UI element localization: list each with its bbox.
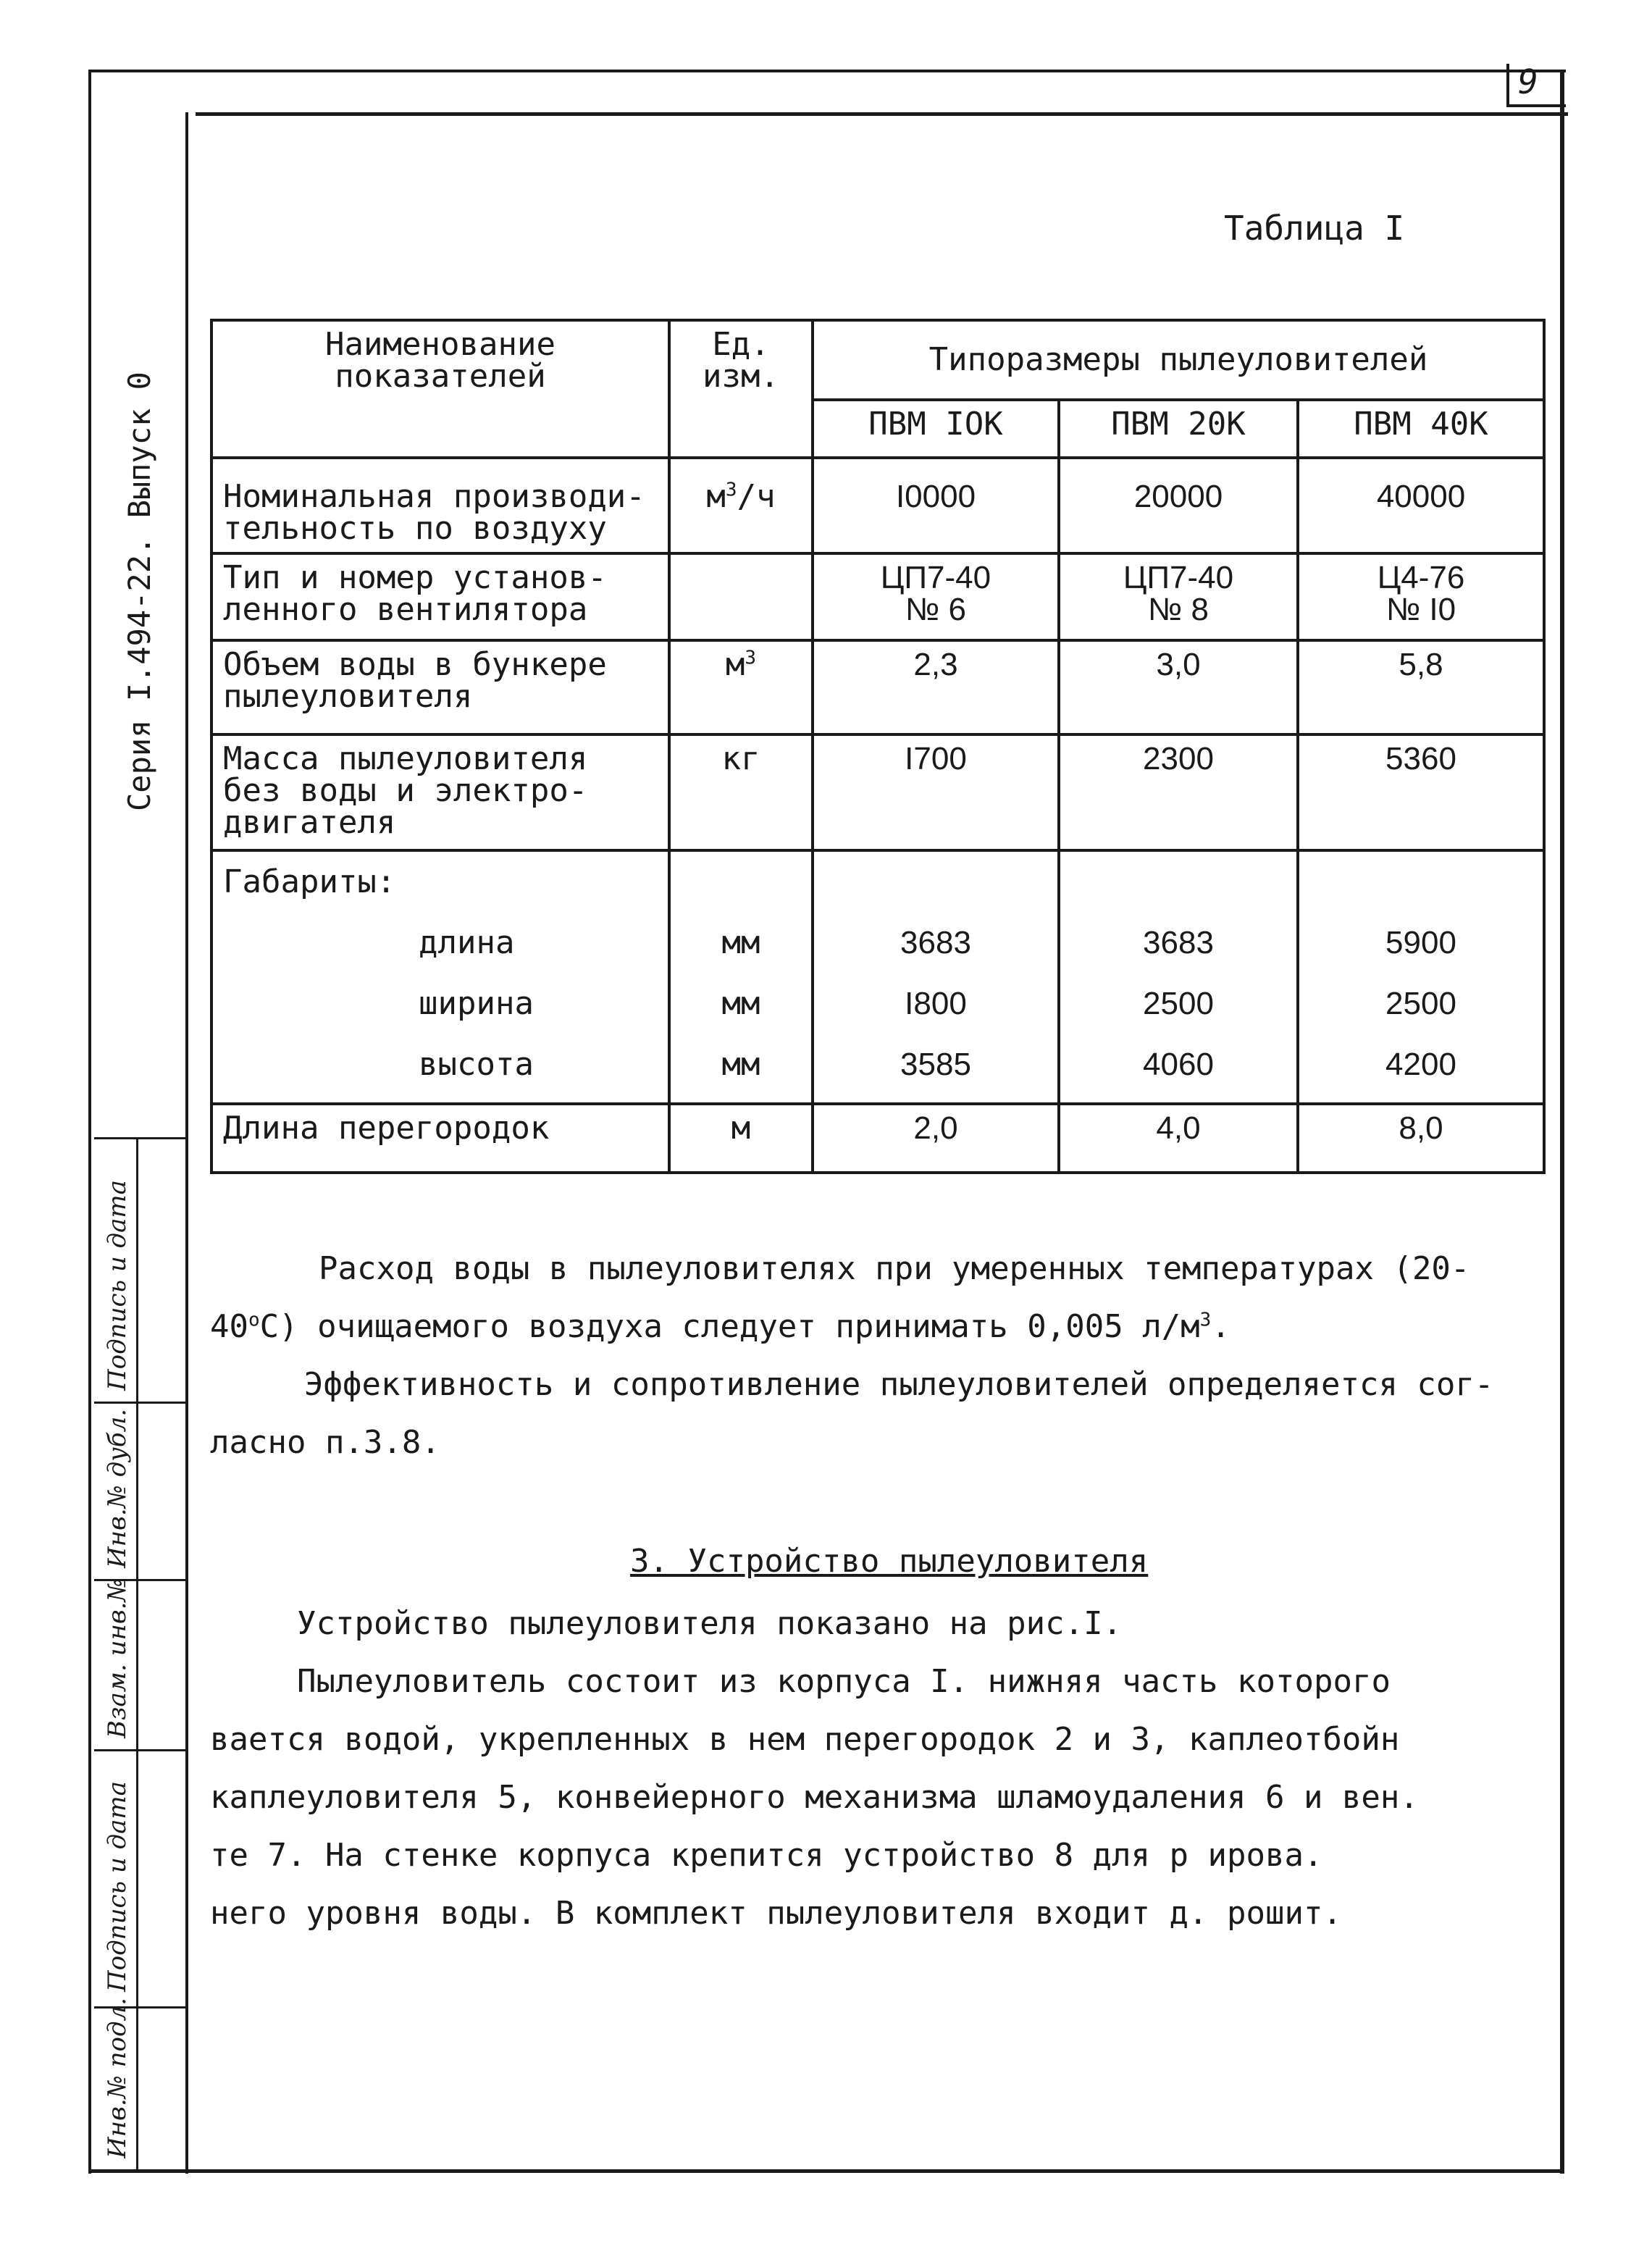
body-line: него уровня воды. В комплект пылеуловителя входит д. рошит. bbox=[210, 1895, 1342, 1932]
dims-value: 5900 bbox=[1385, 925, 1456, 960]
page-number: 9 bbox=[1518, 62, 1538, 101]
dims-unit: мм bbox=[721, 985, 760, 1022]
section-heading: 3. Устройство пылеуловителя bbox=[630, 1543, 1149, 1580]
body-line: каплеуловителя 5, конвейерного механизма шламоудаления 6 и вен. bbox=[210, 1779, 1419, 1816]
header-group-cell: Типоразмеры пылеуловителей bbox=[813, 320, 1544, 400]
side-cell-vertical-line bbox=[136, 1137, 138, 2173]
row-label: Длина перегородок bbox=[211, 1104, 669, 1173]
row-value: 2,3 bbox=[813, 640, 1059, 734]
row-label: Масса пылеуловителя без воды и электро- двигателя bbox=[211, 734, 669, 850]
row-value: I700 bbox=[813, 734, 1059, 850]
side-cell-divider bbox=[94, 1749, 188, 1751]
frame-inner-left-line bbox=[185, 112, 188, 2174]
frame-outer-left-line bbox=[88, 70, 91, 2174]
table-row bbox=[211, 734, 1544, 850]
row-unit: кг bbox=[669, 734, 813, 850]
row-value: 5360 bbox=[1298, 734, 1544, 850]
body-line: Пылеуловитель состоит из корпуса I. нижняя часть которого bbox=[297, 1663, 1391, 1700]
model-header-cell: ПВМ 20К bbox=[1059, 400, 1298, 458]
paragraph-line: Эффективность и сопротивление пылеуловителей определяется сог- bbox=[304, 1366, 1494, 1403]
model-header-cell: ПВМ 40К bbox=[1298, 400, 1544, 458]
frame-right-line bbox=[1560, 70, 1564, 2174]
table-row bbox=[211, 1104, 1544, 1173]
series-stamp: Серия I.494-22. Выпуск 0 bbox=[122, 372, 157, 811]
dims-value: 3683 bbox=[900, 925, 971, 960]
side-cell-label: Подпись и дата bbox=[103, 1180, 132, 1391]
dims-unit: мм bbox=[721, 1046, 760, 1083]
dims-value: 2500 bbox=[1143, 986, 1214, 1021]
paragraph-line: Расход воды в пылеуловителях при умеренных температурах (20- bbox=[319, 1250, 1470, 1287]
body-line: вается водой, укрепленных в нем перегородок 2 и 3, каплеотбойн bbox=[210, 1721, 1400, 1758]
header-name-cell: Наименование показателей bbox=[211, 320, 669, 458]
model-header-cell: ПВМ IOK bbox=[813, 400, 1059, 458]
dims-value: 2500 bbox=[1385, 986, 1456, 1021]
row-value bbox=[1298, 850, 1544, 1104]
row-value: 2300 bbox=[1059, 734, 1298, 850]
row-unit bbox=[669, 553, 813, 640]
row-value: ЦП7-40 № 8 bbox=[1059, 553, 1298, 640]
side-cell-divider bbox=[94, 1137, 188, 1139]
row-unit: $м^3$ bbox=[669, 640, 813, 734]
row-value: Ц4-76 № I0 bbox=[1298, 553, 1544, 640]
table-row bbox=[211, 640, 1544, 734]
dims-value: 4060 bbox=[1143, 1047, 1214, 1082]
row-label: Тип и номер установ- ленного вентилятора bbox=[211, 553, 669, 640]
body-line: те 7. На стенке корпуса крепится устройство 8 для р ирова. bbox=[210, 1837, 1323, 1874]
header-unit-cell: Ед. изм. bbox=[669, 320, 813, 458]
side-cell-label: Инв.№ подл. bbox=[103, 1998, 132, 2158]
row-value: 3,0 bbox=[1059, 640, 1298, 734]
row-value: 8,0 bbox=[1298, 1104, 1544, 1173]
dims-header: Габариты: bbox=[223, 863, 396, 900]
side-cell-label: Инв.№ дубл. bbox=[103, 1408, 132, 1568]
row-label bbox=[211, 850, 669, 1104]
row-value: 2,0 bbox=[813, 1104, 1059, 1173]
paragraph-line: 40$^o$С) очищаемого воздуха следует принимать 0,005 $л/м^3$. bbox=[210, 1308, 1230, 1345]
dims-item-label: высота bbox=[419, 1046, 534, 1083]
row-value: I0000 bbox=[813, 458, 1059, 553]
row-value bbox=[1059, 850, 1298, 1104]
row-value: 40000 bbox=[1298, 458, 1544, 553]
dims-value: 4200 bbox=[1385, 1047, 1456, 1082]
row-value: 5,8 bbox=[1298, 640, 1544, 734]
frame-inner-top-line bbox=[196, 112, 1568, 116]
frame-outer-top-line bbox=[88, 70, 1566, 72]
row-value: 4,0 bbox=[1059, 1104, 1298, 1173]
row-unit bbox=[669, 850, 813, 1104]
side-cell-divider bbox=[94, 1402, 188, 1404]
paragraph-line: ласно п.3.8. bbox=[210, 1424, 440, 1461]
row-value: 20000 bbox=[1059, 458, 1298, 553]
table-row bbox=[211, 553, 1544, 640]
table-row bbox=[211, 458, 1544, 553]
row-unit: $м^3/ч$ bbox=[669, 458, 813, 553]
body-line: Устройство пылеуловителя показано на рис.I. bbox=[297, 1605, 1123, 1642]
dims-unit: мм bbox=[721, 924, 760, 961]
dims-item-label: ширина bbox=[419, 985, 534, 1022]
side-cell-label: Взам. инв.№ bbox=[103, 1578, 132, 1738]
dims-value: I800 bbox=[905, 986, 967, 1021]
side-cell-label: Подпись и дата bbox=[103, 1781, 132, 1992]
row-value bbox=[813, 850, 1059, 1104]
row-label: Объем воды в бункере пылеуловителя bbox=[211, 640, 669, 734]
frame-bottom-line bbox=[88, 2169, 1564, 2173]
row-value: ЦП7-40 № 6 bbox=[813, 553, 1059, 640]
table-header-row bbox=[211, 320, 1544, 400]
dims-value: 3585 bbox=[900, 1047, 971, 1082]
table-title: Таблица I bbox=[1224, 209, 1405, 248]
row-unit: м bbox=[669, 1104, 813, 1173]
parameters-table bbox=[210, 319, 1546, 1174]
table-row-dimensions bbox=[211, 850, 1544, 1104]
dims-item-label: длина bbox=[419, 924, 515, 961]
dims-value: 3683 bbox=[1143, 925, 1214, 960]
row-label: Номинальная производи- тельность по воздуху bbox=[211, 458, 669, 553]
